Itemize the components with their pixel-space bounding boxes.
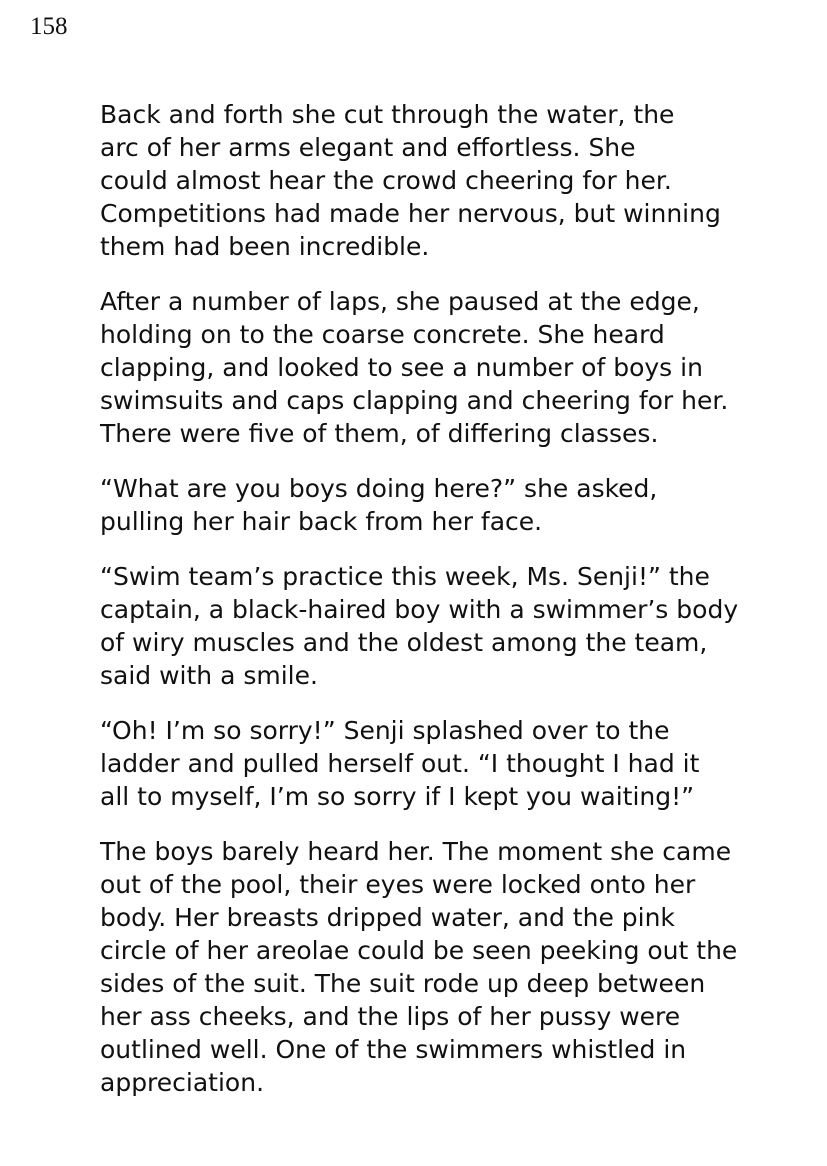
text-line: clapping, and looked to see a number of boys in xyxy=(100,353,703,382)
text-line: “Oh! I’m so sorry!” Senji splashed over to the xyxy=(100,716,670,745)
text-line: said with a smile. xyxy=(100,661,318,690)
text-line: sides of the suit. The suit rode up deep between xyxy=(100,969,706,998)
paragraph xyxy=(100,472,760,538)
paragraph xyxy=(100,285,760,450)
text-line: them had been incredible. xyxy=(100,232,430,261)
paragraph xyxy=(100,560,760,692)
text-line: her ass cheeks, and the lips of her pussy were xyxy=(100,1002,681,1031)
paragraph xyxy=(100,98,760,263)
text-line: body. Her breasts dripped water, and the pink xyxy=(100,903,675,932)
text-line: pulling her hair back from her face. xyxy=(100,507,543,536)
text-line: “What are you boys doing here?” she asked, xyxy=(100,474,658,503)
text-line: out of the pool, their eyes were locked onto her xyxy=(100,870,696,899)
text-line: of wiry muscles and the oldest among the team, xyxy=(100,628,708,657)
text-line: captain, a black-haired boy with a swimmer’s body xyxy=(100,595,739,624)
body-text xyxy=(100,98,760,1121)
text-line: could almost hear the crowd cheering for her. xyxy=(100,166,672,195)
text-line: swimsuits and caps clapping and cheering for her. xyxy=(100,386,729,415)
text-line: holding on to the coarse concrete. She heard xyxy=(100,320,665,349)
text-line: circle of her areolae could be seen peeking out the xyxy=(100,936,738,965)
text-line: all to myself, I’m so sorry if I kept you waiting!” xyxy=(100,782,695,811)
text-line: outlined well. One of the swimmers whistled in xyxy=(100,1035,687,1064)
text-line: appreciation. xyxy=(100,1068,265,1097)
text-line: After a number of laps, she paused at the edge, xyxy=(100,287,700,316)
text-line: Competitions had made her nervous, but winning xyxy=(100,199,721,228)
text-line: “Swim team’s practice this week, Ms. Senji!” the xyxy=(100,562,710,591)
paragraph xyxy=(100,714,760,813)
text-line: Back and forth she cut through the water, the xyxy=(100,100,675,129)
text-line: The boys barely heard her. The moment she came xyxy=(100,837,732,866)
paragraph xyxy=(100,835,760,1099)
text-line: ladder and pulled herself out. “I thought I had it xyxy=(100,749,700,778)
text-line: There were five of them, of differing classes. xyxy=(100,419,659,448)
page-number: 158 xyxy=(30,13,68,40)
text-line: arc of her arms elegant and effortless. She xyxy=(100,133,636,162)
